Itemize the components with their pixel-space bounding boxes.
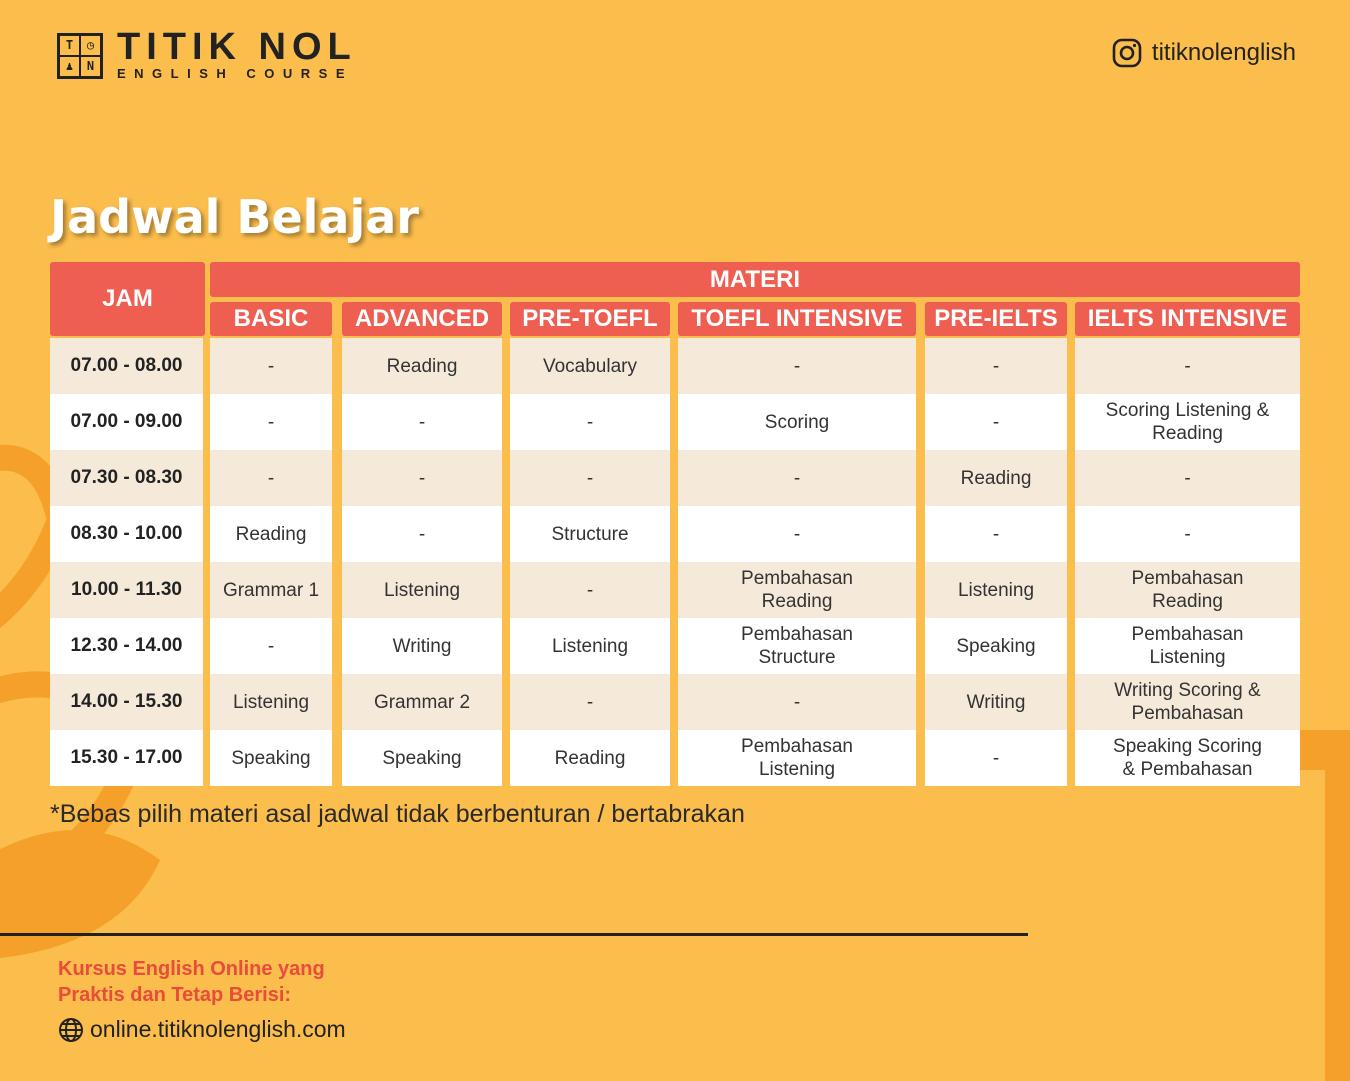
schedule-cell: - [342, 506, 502, 562]
schedule-cell: Reading [342, 338, 502, 394]
schedule-cell: Writing [925, 674, 1067, 730]
schedule-cell: - [342, 450, 502, 506]
schedule-cell: - [510, 450, 670, 506]
schedule-cell: Structure [510, 506, 670, 562]
schedule-cell: - [678, 450, 916, 506]
time-slot: 10.00 - 11.30 [50, 562, 203, 618]
column-header: BASIC [210, 302, 332, 336]
schedule-cell: - [210, 338, 332, 394]
schedule-cell: - [1075, 450, 1300, 506]
schedule-cell: Listening [510, 618, 670, 674]
instagram-icon [1112, 38, 1142, 68]
column-header: TOEFL INTENSIVE [678, 302, 916, 336]
website-link[interactable] [58, 1016, 346, 1043]
column-header: PRE-IELTS [925, 302, 1067, 336]
globe-icon [58, 1017, 84, 1043]
promo-line-1: Kursus English Online yang [58, 958, 325, 980]
schedule-cell: Scoring [678, 394, 916, 450]
promo-text [58, 956, 325, 1008]
schedule-cell: - [510, 394, 670, 450]
materi-header: MATERI [210, 262, 1300, 297]
schedule-cell: Listening [925, 562, 1067, 618]
time-slot: 07.30 - 08.30 [50, 450, 203, 506]
schedule-cell: - [925, 394, 1067, 450]
schedule-cell: Reading [210, 506, 332, 562]
schedule-cell: Pembahasan Reading [1075, 562, 1300, 618]
schedule-cell: - [925, 730, 1067, 786]
schedule-cell: - [510, 562, 670, 618]
logo-clock-icon: ◷ [80, 35, 101, 56]
schedule-cell: Reading [925, 450, 1067, 506]
schedule-cell: - [1075, 338, 1300, 394]
time-slot: 14.00 - 15.30 [50, 674, 203, 730]
schedule-cell: Speaking Scoring & Pembahasan [1075, 730, 1300, 786]
schedule-cell: Listening [210, 674, 332, 730]
instagram-handle: titiknolenglish [1151, 39, 1296, 66]
schedule-cell: Grammar 1 [210, 562, 332, 618]
footnote: *Bebas pilih materi asal jadwal tidak berbenturan / bertabrakan [50, 800, 745, 828]
schedule-cell: Speaking [342, 730, 502, 786]
schedule-cell: Writing [342, 618, 502, 674]
schedule-cell: - [925, 506, 1067, 562]
brand-subtitle: ENGLISH COURSE [117, 66, 354, 81]
schedule-cell: - [1075, 506, 1300, 562]
time-slot: 15.30 - 17.00 [50, 730, 203, 786]
schedule-cell: Pembahasan Listening [1075, 618, 1300, 674]
brand-logo [57, 26, 357, 81]
logo-mark [57, 33, 103, 79]
jam-header: JAM [50, 262, 205, 336]
time-slot: 07.00 - 09.00 [50, 394, 203, 450]
schedule-cell: Pembahasan Listening [678, 730, 916, 786]
page-title: Jadwal Belajar [50, 190, 419, 244]
schedule-cell: Listening [342, 562, 502, 618]
logo-letter-n: N [80, 56, 101, 77]
schedule-cell: Scoring Listening & Reading [1075, 394, 1300, 450]
schedule-cell: Pembahasan Reading [678, 562, 916, 618]
schedule-cell: Speaking [925, 618, 1067, 674]
column-header: ADVANCED [342, 302, 502, 336]
schedule-cell: Speaking [210, 730, 332, 786]
schedule-cell: Writing Scoring & Pembahasan [1075, 674, 1300, 730]
logo-letter-t: T [59, 35, 80, 56]
schedule-cell: Pembahasan Structure [678, 618, 916, 674]
brand-title: TITIK NOL [117, 26, 357, 68]
time-slot: 12.30 - 14.00 [50, 618, 203, 674]
website-url: online.titiknolenglish.com [90, 1016, 346, 1042]
time-slot: 07.00 - 08.00 [50, 338, 203, 394]
schedule-cell: - [342, 394, 502, 450]
schedule-cell: - [210, 450, 332, 506]
logo-pawn-icon: ♟ [59, 56, 80, 77]
schedule-cell: Reading [510, 730, 670, 786]
schedule-cell: - [678, 338, 916, 394]
schedule-cell: Vocabulary [510, 338, 670, 394]
column-header: PRE-TOEFL [510, 302, 670, 336]
divider [0, 933, 1028, 936]
column-header: IELTS INTENSIVE [1075, 302, 1300, 336]
schedule-cell: - [210, 394, 332, 450]
schedule-cell: Grammar 2 [342, 674, 502, 730]
promo-line-2: Praktis dan Tetap Berisi: [58, 984, 292, 1006]
schedule-cell: - [678, 506, 916, 562]
schedule-table [50, 262, 1300, 786]
schedule-cell: - [510, 674, 670, 730]
schedule-cell: - [678, 674, 916, 730]
schedule-cell: - [925, 338, 1067, 394]
instagram-link[interactable] [1112, 38, 1296, 68]
time-slot: 08.30 - 10.00 [50, 506, 203, 562]
schedule-cell: - [210, 618, 332, 674]
